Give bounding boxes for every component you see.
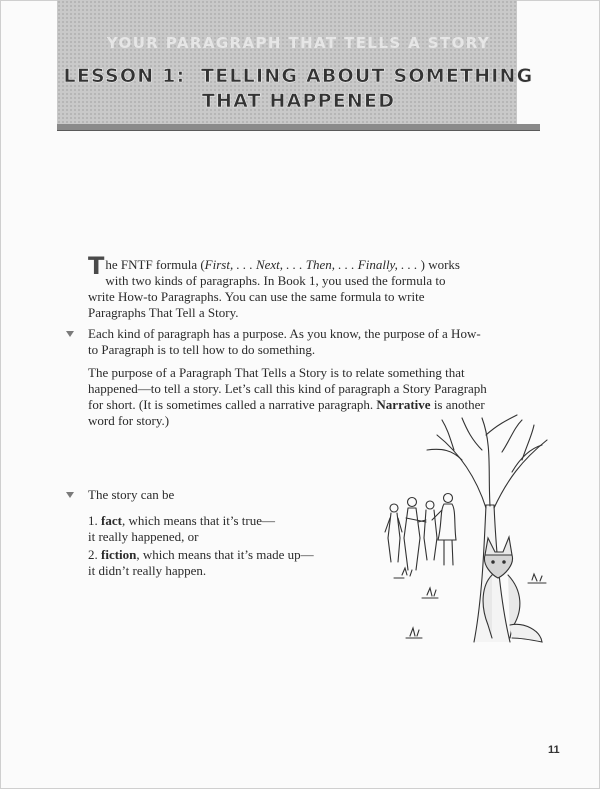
purpose-text: Each kind of paragraph has a purpose. As you know, the purpose of a How-to Paragraph is to tell how to do something. (88, 326, 481, 357)
fiction-line-2: it didn’t really happen. (88, 563, 207, 578)
story-purpose-text-a: The purpose of a Paragraph That Tells a Story is to relate something that happened—to tell a story. Let’s call this kind of paragraph a Story Paragraph for short. (It is sometimes called a narrative paragraph. (88, 365, 487, 412)
fact-line-1: , which means that it’s true— (121, 513, 276, 528)
intro-text-a: he FNTF formula ( (105, 257, 205, 272)
page-number: 11 (548, 744, 560, 756)
lesson-title-line-2: THAT HAPPENED (201, 90, 396, 112)
drop-cap: T (88, 252, 105, 280)
list-item-number: 1. (88, 513, 101, 528)
intro-text-b: ) works with two kinds of paragraphs. In Book 1, you used the formula to write How-to Paragraphs. You can use the same formula to write Paragraphs That Tell a Story. (88, 257, 460, 320)
purpose-paragraph (88, 326, 486, 358)
list-item-fact (88, 513, 348, 545)
fiction-line-1: , which means that it’s made up— (136, 547, 314, 562)
lesson-title-line-1: LESSON 1: TELLING ABOUT SOMETHING (63, 65, 534, 87)
lesson-title (57, 64, 540, 114)
fiction-term: fiction (101, 547, 137, 562)
bullet-triangle-icon (66, 492, 74, 498)
header-rule-thin (57, 130, 540, 131)
story-purpose-text-b: is another word for story.) (88, 397, 485, 428)
list-item-fiction (88, 547, 368, 579)
fact-line-2: it really happened, or (88, 529, 199, 544)
intro-formula: First, . . . Next, . . . Then, . . . Finally, . . . (204, 257, 418, 272)
fact-term: fact (101, 513, 122, 528)
story-can-be-lead: The story can be (88, 487, 175, 502)
narrative-term: Narrative (376, 397, 431, 412)
list-item-number: 2. (88, 547, 101, 562)
bullet-triangle-icon (66, 331, 74, 337)
intro-paragraph (88, 252, 468, 321)
section-kicker: YOUR PARAGRAPH THAT TELLS A STORY (106, 34, 491, 52)
tree-fox-illustration (382, 410, 552, 645)
